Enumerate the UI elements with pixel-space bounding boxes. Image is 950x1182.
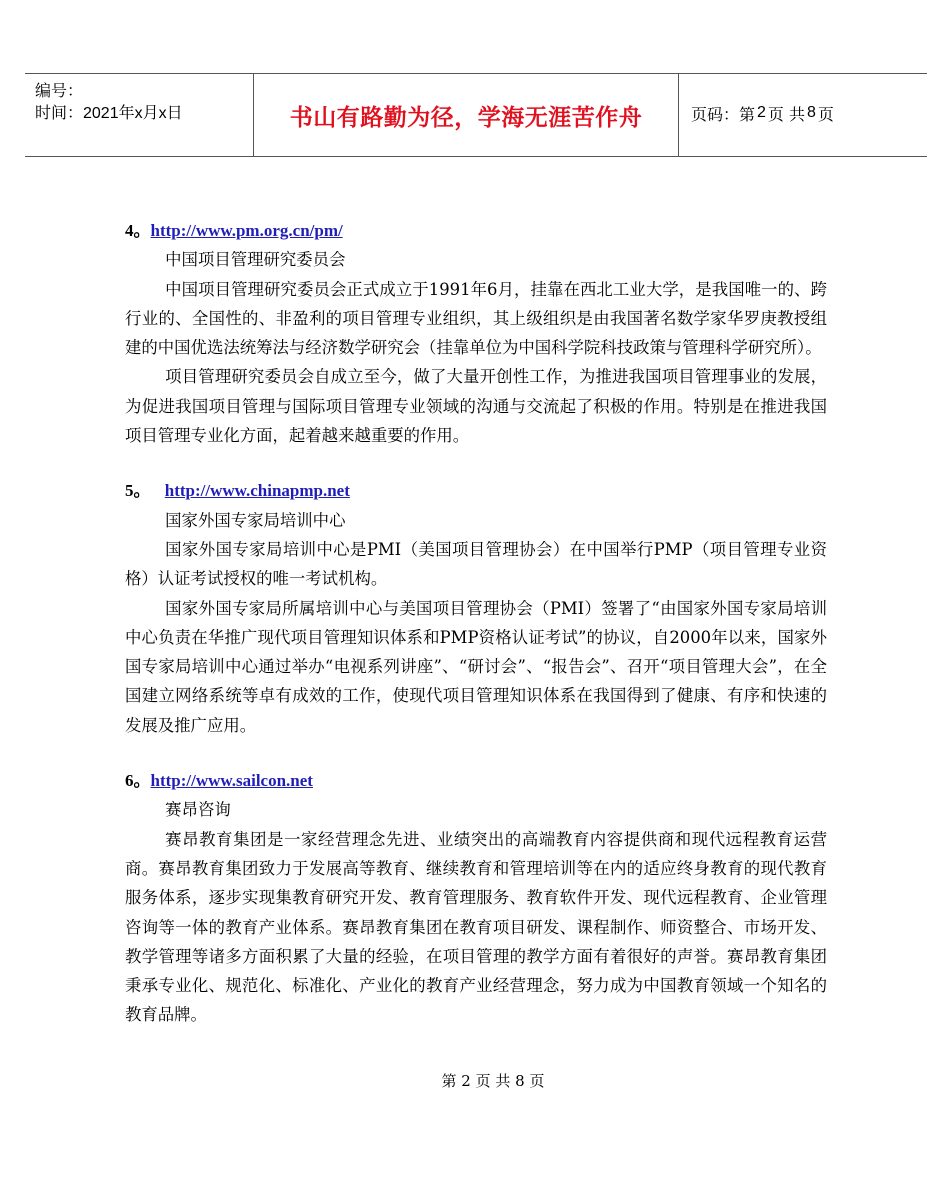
section-link[interactable]: http://www.pm.org.cn/pm/: [150, 221, 343, 240]
section-org-name: 国家外国专家局培训中心: [165, 510, 346, 530]
section-link[interactable]: http://www.sailcon.net: [150, 771, 313, 791]
page-info-prefix: 页码：第: [691, 104, 756, 124]
section-paragraph: 国家外国专家局所属培训中心与美国项目管理协会（PMI）签署了“由国家外国专家局培训中心负责在华推广现代项目管理知识体系和PMP资格认证考试”的协议，自2000年以来，国家外国专家局培训中心通过举办“电视系列讲座”、“研讨会”、“报告会”、召开“项目管理大会”，在全国建立网络系统等卓有成效的工作，使现代项目管理知识体系在我国得到了健康、有序和快速的发展及推广应用。: [125, 598, 827, 735]
section-heading: [125, 476, 827, 505]
header-motto: 书山有路勤为径，学海无涯苦作舟: [254, 74, 679, 156]
page-info-mid: 页 共: [767, 104, 806, 124]
section-paragraph: 项目管理研究委员会自成立至今，做了大量开创性工作，为推进我国项目管理事业的发展，为促进我国项目管理与国际项目管理专业领域的沟通与交流起了积极的作用。特别是在推进我国项目管理专业化方面，起着越来越重要的作用。: [125, 367, 827, 446]
section-number: 6。: [125, 771, 151, 791]
section-heading: [125, 216, 827, 245]
section-paragraph: 国家外国专家局培训中心是PMI（美国项目管理协会）在中国举行PMP（项目管理专业资格）认证考试授权的唯一考试机构。: [125, 539, 827, 589]
document-number-label: 编号：: [35, 83, 84, 100]
section-5: [125, 476, 827, 740]
header-page-info: [679, 74, 927, 156]
section-paragraph: 赛昂教育集团是一家经营理念先进、业绩突出的高端教育内容提供商和现代远程教育运营商。赛昂教育集团致力于发展高等教育、继续教育和管理培训等在内的适应终身教育的现代教育服务体系，逐步实现集教育研究开发、教育管理服务、教育软件开发、现代远程教育、企业管理咨询等一体的教育产业体系。赛昂教育集团在教育项目研发、课程制作、师资整合、市场开发、教学管理等诸多方面积累了大量的经验，在项目管理的教学方面有着很好的声誉。赛昂教育集团秉承专业化、规范化、标准化、产业化的教育产业经营理念，努力成为中国教育领域一个知名的教育品牌。: [125, 829, 827, 1025]
section-org-name: 中国项目管理研究委员会: [165, 250, 346, 270]
document-time-label: 时间：2021年x月x日: [35, 105, 183, 122]
document-body: [125, 216, 827, 1030]
section-6: [125, 766, 827, 1030]
page-info-current: 2: [757, 104, 766, 121]
page-header: [25, 73, 927, 157]
page-info-suffix: 页: [817, 104, 834, 124]
section-heading: [125, 766, 827, 795]
page-footer: 第 2 页 共 8 页: [441, 1072, 545, 1090]
section-paragraph: 中国项目管理研究委员会正式成立于1991年6月，挂靠在西北工业大学，是我国唯一的、跨行业的、全国性的、非盈利的项目管理专业组织，其上级组织是由我国著名数学家华罗庚教授组建的中国优选法统筹法与经济数学研究会（挂靠单位为中国科学院科技政策与管理科学研究所）。: [125, 279, 827, 358]
section-link[interactable]: http://www.chinapmp.net: [164, 481, 350, 501]
page-info-total: 8: [807, 104, 816, 121]
section-org-name: 赛昂咨询: [165, 800, 231, 820]
section-number: 5。: [125, 481, 155, 501]
header-meta: [25, 74, 254, 156]
section-number: 4。: [125, 221, 151, 240]
section-4: [125, 216, 827, 450]
